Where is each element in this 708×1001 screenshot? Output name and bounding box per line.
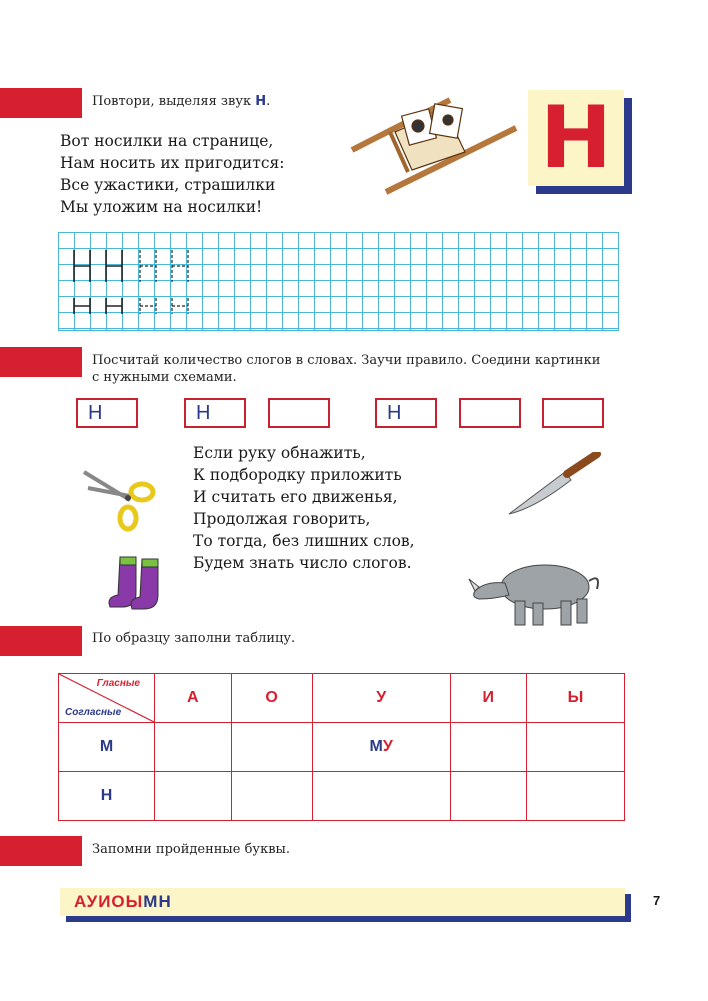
vowel-header: О <box>231 674 312 723</box>
fill-cell[interactable] <box>450 723 526 772</box>
writing-grid <box>58 232 619 331</box>
poem-line: И считать его движенья, <box>193 488 398 506</box>
fill-cell[interactable] <box>155 723 232 772</box>
fill-cell[interactable] <box>526 723 624 772</box>
knife-illustration[interactable] <box>505 452 601 518</box>
poem-line: То тогда, без лишних слов, <box>193 532 415 550</box>
poem-line: Все ужастики, страшилки <box>60 176 276 194</box>
fill-cell[interactable] <box>231 723 312 772</box>
poem-line: Продолжая говорить, <box>193 510 371 528</box>
poem-line: К подбородку приложить <box>193 466 402 484</box>
vowel-header: У <box>312 674 450 723</box>
learned-consonants: МН <box>143 892 172 911</box>
poem-line: Нам носить их пригодится: <box>60 154 285 172</box>
scheme-box[interactable] <box>268 398 330 428</box>
poem-line: Мы уложим на носилки! <box>60 198 263 216</box>
fill-cell[interactable] <box>450 772 526 821</box>
syllable-schemes <box>0 398 708 432</box>
scheme-box[interactable]: Н <box>76 398 138 428</box>
learned-letters <box>74 892 172 912</box>
section-marker-2 <box>0 347 82 377</box>
sample-cell: МУ <box>312 723 450 772</box>
section-marker-1 <box>0 88 82 118</box>
instruction-2: Посчитай количество слогов в словах. Заучи правило. Соедини картинки с нужными схемами. <box>92 353 601 385</box>
table-header-row <box>59 674 625 723</box>
big-letter: Н <box>540 88 612 188</box>
vowel-header: Ы <box>526 674 624 723</box>
header-vowels: Гласные <box>96 678 140 689</box>
fill-cell[interactable] <box>312 772 450 821</box>
table-row <box>59 772 625 821</box>
vowel-header: И <box>450 674 526 723</box>
rhino-illustration[interactable] <box>465 553 605 629</box>
fill-cell[interactable] <box>231 772 312 821</box>
table-row <box>59 723 625 772</box>
big-letter-card <box>528 90 624 186</box>
scheme-box[interactable] <box>542 398 604 428</box>
instruction-4: Запомни пройденные буквы. <box>92 842 290 857</box>
section-marker-3 <box>0 626 82 656</box>
learned-vowels: АУИОЫ <box>74 892 144 911</box>
scheme-box[interactable]: Н <box>375 398 437 428</box>
stretcher-illustration <box>350 92 520 196</box>
vowel-header: А <box>155 674 232 723</box>
table-corner-cell <box>59 674 155 723</box>
scissors-illustration[interactable] <box>80 462 162 532</box>
poem-syllables <box>193 442 415 574</box>
sound-letter: Н <box>255 94 267 109</box>
syllable-table <box>58 673 625 821</box>
page-number: 7 <box>653 893 661 908</box>
scheme-box[interactable]: Н <box>184 398 246 428</box>
poem-stretcher <box>60 130 285 218</box>
letter-tracing <box>58 232 218 330</box>
consonant-cell: М <box>59 723 155 772</box>
consonant-cell: Н <box>59 772 155 821</box>
header-consonants: Согласные <box>65 707 122 718</box>
scheme-box[interactable] <box>459 398 521 428</box>
poem-line: Будем знать число слогов. <box>193 554 412 572</box>
poem-line: Если руку обнажить, <box>193 444 366 462</box>
instruction-1: Повтори, выделяя звук Н. <box>92 94 271 109</box>
socks-illustration[interactable] <box>106 555 172 613</box>
poem-line: Вот носилки на странице, <box>60 132 274 150</box>
section-marker-4 <box>0 836 82 866</box>
fill-cell[interactable] <box>155 772 232 821</box>
learned-letters-bar <box>60 888 625 916</box>
fill-cell[interactable] <box>526 772 624 821</box>
instruction-3: По образцу заполни таблицу. <box>92 631 296 646</box>
